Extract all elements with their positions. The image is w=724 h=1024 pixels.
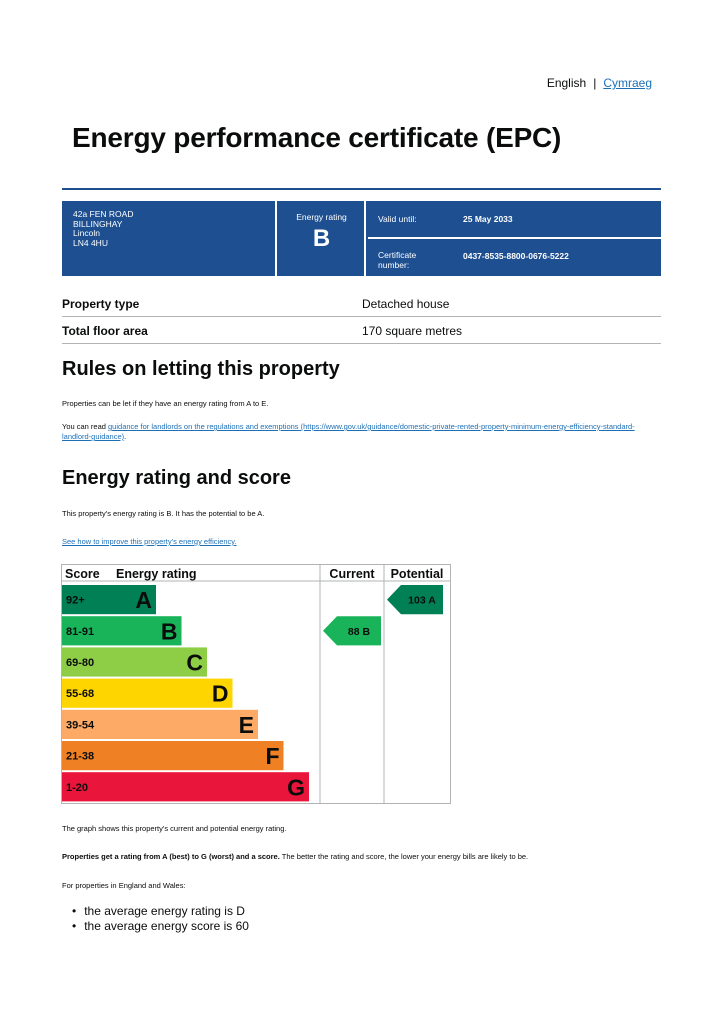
band-range-label: 69-80 (66, 657, 95, 669)
property-type-value: Detached house (362, 297, 450, 311)
valid-until-value: 25 May 2033 (463, 214, 513, 224)
improve-efficiency-link[interactable]: See how to improve this property's energy efficiency. (62, 537, 237, 546)
energy-rating-chart (61, 564, 451, 804)
address-line: LN4 4HU (73, 237, 108, 248)
rating-explanation (62, 852, 662, 862)
list-item: • the average energy score is 60 (72, 919, 249, 934)
band-range-label: 81-91 (66, 625, 95, 638)
averages-list (72, 904, 249, 934)
address-line: BILLINGHAY (73, 218, 123, 229)
certificate-label-2: number: (378, 260, 410, 270)
band-letter-label: A (135, 587, 152, 614)
certificate-number: 0437-8535-8800-0676-5222 (463, 251, 569, 261)
rating-explanation-bold: Properties get a rating from A (best) to G (worst) and a score. (62, 852, 280, 861)
rating-letter: B (312, 225, 331, 252)
rating-band-f (62, 741, 284, 770)
band-letter-label: F (265, 743, 280, 770)
rules-guidance (62, 422, 654, 442)
band-range-label: 39-54 (66, 719, 95, 732)
language-switcher (547, 76, 652, 90)
band-letter-label: C (186, 649, 203, 676)
guidance-prefix: You can read (62, 422, 109, 431)
floor-area-row (62, 317, 661, 344)
band-range-label: 55-68 (66, 688, 95, 701)
lang-separator: | (593, 76, 597, 90)
certificate-details (368, 201, 661, 276)
property-type-label: Property type (62, 297, 140, 311)
property-type-row (62, 290, 661, 317)
rules-heading: Rules on letting this property (62, 358, 340, 380)
title-divider (62, 188, 661, 190)
rating-label: Energy rating (296, 212, 347, 222)
rating-band-g (62, 772, 309, 801)
rating-heading: Energy rating and score (62, 467, 291, 489)
lang-english: English (546, 76, 587, 90)
guidance-suffix: . (124, 432, 127, 441)
band-letter-label: D (211, 680, 229, 707)
valid-until-label: Valid until: (378, 214, 417, 224)
england-wales-note: For properties in England and Wales: (62, 881, 186, 890)
epc-summary-box (62, 201, 661, 276)
floor-area-label: Total floor area (62, 324, 148, 338)
page-title: Energy performance certificate (EPC) (72, 122, 562, 153)
band-range-label: 92+ (66, 594, 85, 607)
band-letter-label: G (287, 774, 305, 801)
address-line: 42a FEN ROAD (73, 209, 134, 219)
potential-rating-label: 103 A (408, 594, 436, 607)
lang-welsh-link[interactable]: Cymraeg (603, 76, 652, 90)
rating-text: This property's energy rating is B. It has the potential to be A. (62, 509, 265, 518)
band-range-label: 1-20 (66, 781, 89, 794)
graph-note: The graph shows this property's current and potential energy rating. (62, 824, 287, 833)
rating-block (279, 201, 366, 276)
list-item: • the average energy rating is D (72, 904, 249, 919)
band-range-label: 21-38 (66, 750, 95, 763)
current-rating-label: 88 B (347, 625, 371, 638)
guidance-link[interactable]: guidance for landlords on the regulations and exemptions (https://www.gov.uk/guidance/domestic-private-rented-property-minimum-energy-efficiency-standard-landlord-guidance) (62, 422, 635, 441)
address-block (62, 201, 277, 276)
band-letter-label: E (238, 711, 254, 738)
band-letter-label: B (160, 618, 178, 645)
chart-header-rating: Energy rating (116, 567, 197, 581)
chart-header-current: Current (329, 567, 375, 581)
address-line: Lincoln (73, 228, 100, 238)
certificate-label: Certificate (378, 250, 417, 260)
rating-explanation-rest: The better the rating and score, the lower your energy bills are likely to be. (279, 852, 529, 861)
valid-until-row (368, 201, 661, 239)
certificate-number-row (368, 241, 661, 276)
chart-header-potential: Potential (390, 567, 444, 581)
chart-header-score: Score (65, 567, 100, 581)
floor-area-value: 170 square metres (362, 324, 463, 338)
rules-text: Properties can be let if they have an energy rating from A to E. (62, 399, 269, 408)
